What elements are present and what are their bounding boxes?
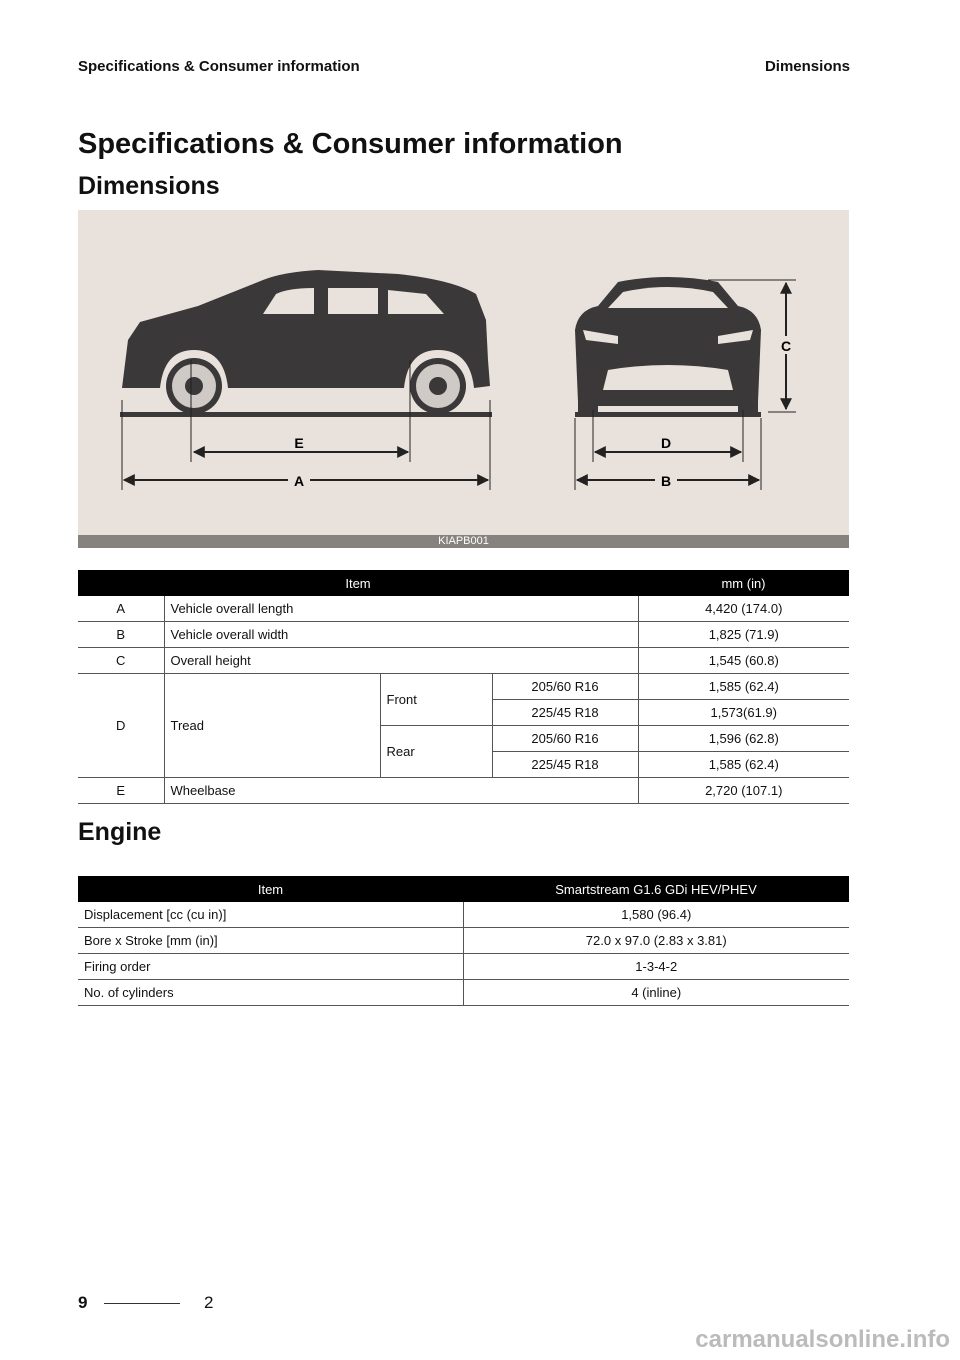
dimension-label-a: A <box>293 473 305 489</box>
tread-rear-label: Rear <box>380 726 492 778</box>
footer-page-number: 2 <box>204 1293 214 1312</box>
vehicle-dimensions-figure <box>78 210 849 548</box>
tire-size: 205/60 R16 <box>492 674 638 700</box>
page-title: Specifications & Consumer information <box>78 128 623 160</box>
dimensions-table-header <box>78 570 849 596</box>
row-name: Wheelbase <box>164 778 638 804</box>
table-row <box>78 954 849 980</box>
row-name: No. of cylinders <box>78 980 463 1006</box>
table-row <box>78 622 849 648</box>
row-value: 4 (inline) <box>463 980 849 1006</box>
row-code: B <box>78 622 164 648</box>
row-code: A <box>78 596 164 622</box>
column-header-engine: Smartstream G1.6 GDi HEV/PHEV <box>463 876 849 902</box>
row-value: 1,573(61.9) <box>638 700 849 726</box>
table-row <box>78 674 849 700</box>
running-header-topic: Dimensions <box>764 58 850 75</box>
tire-size: 225/45 R18 <box>492 752 638 778</box>
dimension-label-b: B <box>660 473 672 489</box>
table-row <box>78 648 849 674</box>
row-name: Firing order <box>78 954 463 980</box>
row-code: D <box>78 674 164 778</box>
row-name: Vehicle overall width <box>164 622 638 648</box>
table-row <box>78 902 849 928</box>
engine-heading: Engine <box>78 818 162 846</box>
dimension-label-e: E <box>294 435 304 451</box>
dimensions-table <box>78 570 849 804</box>
row-value: 1,825 (71.9) <box>638 622 849 648</box>
tire-size: 205/60 R16 <box>492 726 638 752</box>
dimension-label-d: D <box>660 435 672 451</box>
row-value: 1,596 (62.8) <box>638 726 849 752</box>
table-row <box>78 596 849 622</box>
row-code: C <box>78 648 164 674</box>
figure-code: KIAPB001 <box>78 535 849 548</box>
tire-size: 225/45 R18 <box>492 700 638 726</box>
row-name: Vehicle overall length <box>164 596 638 622</box>
engine-table <box>78 876 849 1006</box>
table-row <box>78 778 849 804</box>
vehicle-dimension-diagram <box>78 210 849 535</box>
row-value: 2,720 (107.1) <box>638 778 849 804</box>
row-code: E <box>78 778 164 804</box>
table-row <box>78 928 849 954</box>
row-value: 4,420 (174.0) <box>638 596 849 622</box>
footer-section-number: 9 <box>78 1293 88 1312</box>
row-value: 1-3-4-2 <box>463 954 849 980</box>
row-name: Bore x Stroke [mm (in)] <box>78 928 463 954</box>
row-value: 1,585 (62.4) <box>638 674 849 700</box>
dimensions-heading: Dimensions <box>78 172 220 200</box>
table-row <box>78 980 849 1006</box>
running-header-section: Specifications & Consumer information <box>78 58 360 75</box>
row-name: Displacement [cc (cu in)] <box>78 902 463 928</box>
engine-table-header <box>78 876 849 902</box>
column-header-unit: mm (in) <box>638 570 849 596</box>
watermark: carmanualsonline.info <box>695 1326 950 1353</box>
footer-divider <box>104 1303 180 1304</box>
tread-front-label: Front <box>380 674 492 726</box>
column-header-item: Item <box>78 876 463 902</box>
column-header-item: Item <box>78 570 638 596</box>
row-value: 1,580 (96.4) <box>463 902 849 928</box>
row-name: Overall height <box>164 648 638 674</box>
side-view-car <box>120 270 492 417</box>
front-view-car <box>575 277 761 417</box>
row-value: 72.0 x 97.0 (2.83 x 3.81) <box>463 928 849 954</box>
row-value: 1,585 (62.4) <box>638 752 849 778</box>
row-name: Tread <box>164 674 380 778</box>
row-value: 1,545 (60.8) <box>638 648 849 674</box>
dimension-label-c: C <box>780 338 792 354</box>
